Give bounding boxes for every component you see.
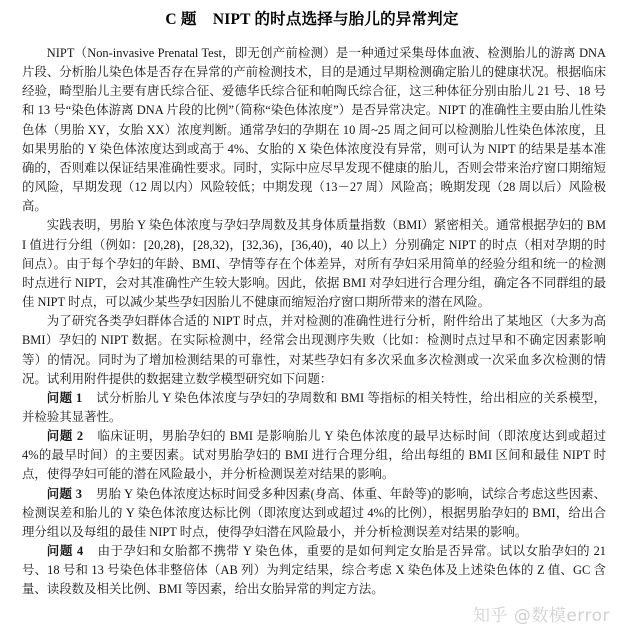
page-title: C 题 NIPT 的时点选择与胎儿的异常判定 [165,11,459,28]
question-2 [22,427,606,484]
document-page [0,10,624,644]
document-body [0,44,624,600]
question-1-label: 问题 1 [46,390,83,405]
question-4-label: 问题 4 [46,544,84,559]
watermark: 知乎 @数模error [472,606,610,626]
paragraph-1: NIPT（Non-invasive Prenatal Test，即无创产前检测）是一种通过采集母体血液、检测胎儿的游离 DNA 片段、分析胎儿染色体是否存在异常的产前检测技术，目的是通过早期检测确定胎儿的健康状况。根据临床经验，畸型胎儿主要有唐氏综合征、爱德华氏综合征和帕陶氏综合征，这三种体征分别由胎儿 21 号、18 号和 13 号“染色体游离 DNA 片段的比例”（简称“染色体浓度”）是否异常决定。NIPT 的准确性主要由胎儿性染色体（男胎 XY，女胎 XX）浓度判断。通常孕妇的孕期在 10 周~25 周之间可以检测胎儿性染色体浓度，且如果男胎的 Y 染色体浓度达到或高于 4%、女胎的 X 染色体浓度没有异常，则可认为 NIPT 的结果是基本准确的，否则难以保证结果准确性要求。同时，实际中应尽早发现不健康的胎儿，否则会带来治疗窗口期缩短的风险，早期发现（12 周以内）风险较低；中期发现（13－27 周）风险高；晚期发现（28 周以后）风险极高。 [22,46,606,214]
question-3-label: 问题 3 [46,486,83,501]
question-3-text: 男胎 Y 染色体浓度达标时间受多种因素(身高、体重、年龄等)的影响，试综合考虑这些因素、检测误差和胎儿的 Y 染色体浓度达标比例（即浓度达到或超过 4%的比例），根据男胎孕妇的 BMI，给出合理分组以及每组的最佳 NIPT 时点，使得孕妇潜在风险最小，并分析检测误差对结果的影响。 [22,486,606,539]
question-1 [22,389,606,427]
question-4 [22,542,606,599]
question-1-text: 试分析胎儿 Y 染色体浓度与孕妇的孕周数和 BMI 等指标的相关特性，给出相应的关系模型，并检验其显著性。 [22,390,606,424]
question-3 [22,485,606,542]
question-4-text: 由于孕妇和女胎都不携带 Y 染色体，重要的是如何判定女胎是否异常。试以女胎孕妇的 21 号、18 号和 13 号染色体非整倍体（AB 列）为判定结果，综合考虑 X 染色体及上述染色体的 Z 值、GC 含量、读段数及相关比例、BMI 等因素，给出女胎异常的判定方法。 [22,544,607,597]
question-2-text: 临床证明，男胎孕妇的 BMI 是影响胎儿 Y 染色体浓度的最早达标时间（即浓度达到或超过 4%的最早时间）的主要因素。试对男胎孕妇的 BMI 进行合理分组，给出每组的 BMI 区间和最佳 NIPT 时点，使得孕妇可能的潜在风险最小，并分析检测误差对结果的影响。 [22,429,606,482]
paragraph-2: 实践表明，男胎 Y 染色体浓度与孕妇孕周数及其身体质量指数（BMI）紧密相关。通常根据孕妇的 BMI 值进行分组（例如：[20,28)，[28,32)，[32,36)，[36,40)，40 以上）分别确定 NIPT 的时点（相对孕期的时间点）。由于每个孕妇的年龄、BMI、孕情等存在个体差异，对所有孕妇采用简单的经验分组和统一的检测时点进行 NIPT，会对其准确性产生较大影响。因此，依据 BMI 对孕妇进行合理分组，确定各不同群组的最佳 NIPT 时点，可以减少某些孕妇因胎儿不健康而缩短治疗窗口期所带来的潜在风险。 [22,218,606,310]
question-2-label: 问题 2 [46,429,84,444]
paragraph-3: 为了研究各类孕妇群体合适的 NIPT 时点，并对检测的准确性进行分析，附件给出了某地区（大多为高 BMI）孕妇的 NIPT 数据。在实际检测中，经常会出现测序失败（比如：检测时点过早和不确定因素影响等）的情况。同时为了增加检测结果的可靠性，对某些孕妇有多次采血多次检测或一次采血多次检测的情况。试利用附件提供的数据建立数学模型研究如下问题： [22,314,606,386]
